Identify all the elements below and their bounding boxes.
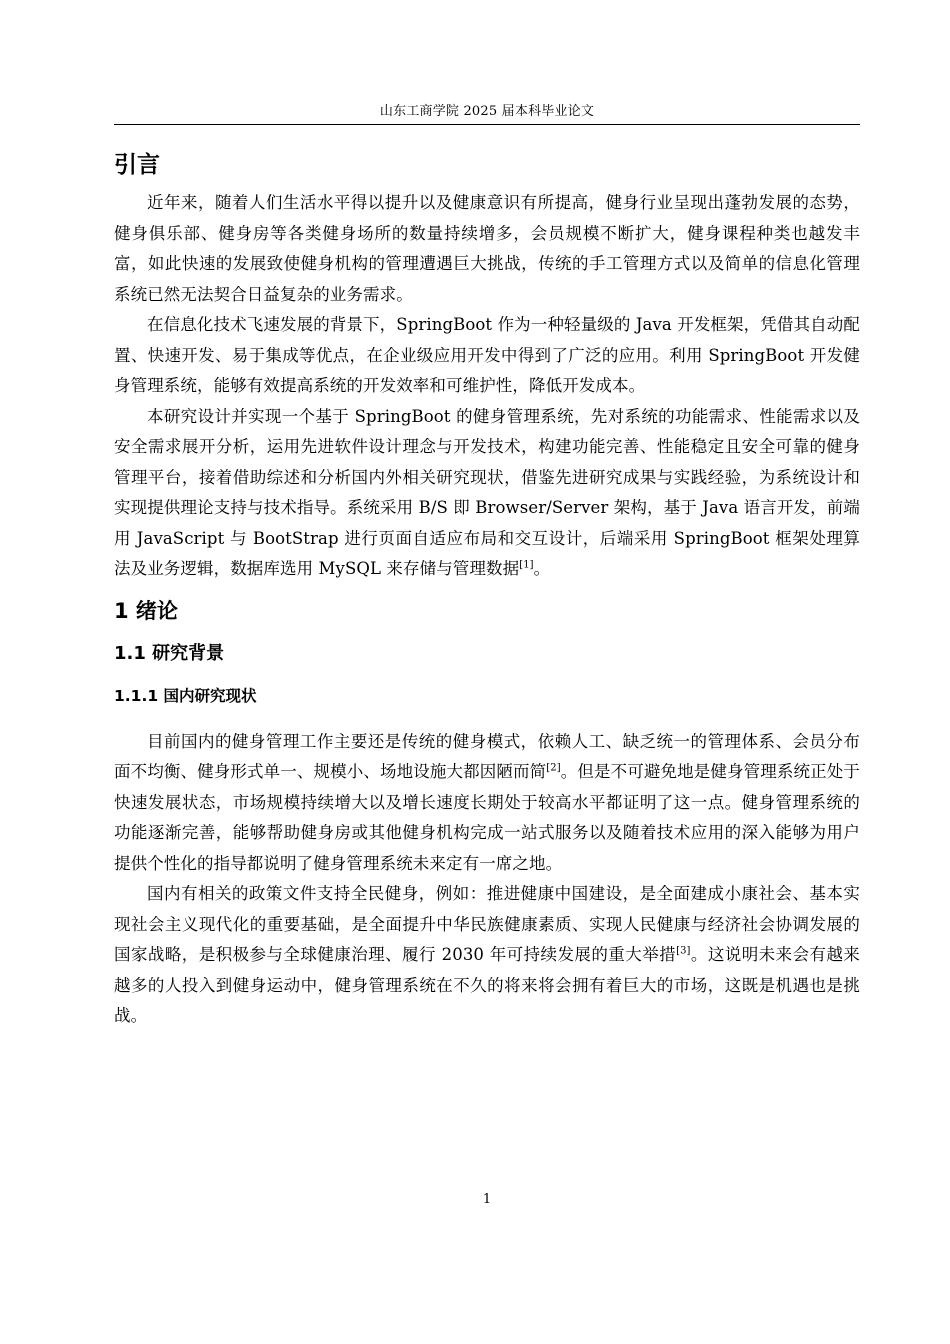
domestic-paragraph-1: [114, 727, 860, 880]
domestic-paragraph-2: [114, 879, 860, 1032]
paragraph-tail: 。: [533, 559, 551, 578]
page-content: [114, 148, 860, 1032]
paragraph-tail: 。但是不可避免地是健身管理系统正处于快速发展状态，市场规模持续增大以及增长速度长期处于较高水平都证明了这一点。健身管理系统的功能逐渐完善，能够帮助健身房或其他健身机构完成一站式服务以及随着技术应用的深入能够为用户提供个性化的指导都说明了健身管理系统未来定有一席之地。: [114, 762, 860, 873]
paragraph-text: 在信息化技术飞速发展的背景下，SpringBoot 作为一种轻量级的 Java 开发框架，凭借其自动配置、快速开发、易于集成等优点，在企业级应用开发中得到了广泛的应用。利用 SpringBoot 开发健身管理系统，能够有效提高系统的开发效率和可维护性，降低开发成本。: [114, 315, 860, 395]
chapter-1-heading: 1 绪论: [114, 598, 178, 623]
paragraph-text: 国内有相关的政策文件支持全民健身，例如：推进健康中国建设，是全面建成小康社会、基本实现社会主义现代化的重要基础，是全面提升中华民族健康素质、实现人民健康与经济社会协调发展的国家战略，是积极参与全球健康治理、履行 2030 年可持续发展的重大举措: [114, 884, 860, 964]
intro-heading: 引言: [114, 152, 160, 178]
intro-paragraph-1: [114, 188, 860, 310]
citation-1: [1]: [519, 559, 534, 571]
paragraph-text: 目前国内的健身管理工作主要还是传统的健身模式，依赖人工、缺乏统一的管理体系、会员分布面不均衡、健身形式单一、规模小、场地设施大都因陋而简: [114, 731, 860, 781]
header-rule: [114, 124, 860, 125]
paragraph-tail: 。这说明未来会有越来越多的人投入到健身运动中，健身管理系统在不久的将来将会拥有着巨大的市场，这既是机遇也是挑战。: [114, 945, 860, 1025]
page-number: 1: [482, 1192, 492, 1207]
paragraph-text: 本研究设计并实现一个基于 SpringBoot 的健身管理系统，先对系统的功能需求、性能需求以及安全需求展开分析，运用先进软件设计理念与开发技术，构建功能完善、性能稳定且安全可靠的健身管理平台，接着借助综述和分析国内外相关研究现状，借鉴先进研究成果与实践经验，为系统设计和实现提供理论支持与技术指导。系统采用 B/S 即 Browser/Server 架构，基于 Java 语言开发，前端用 JavaScript 与 BootStrap 进行页面自适应布局和交互设计，后端采用 SpringBoot 框架处理算法及业务逻辑，数据库选用 MySQL 来存储与管理数据: [114, 406, 860, 578]
citation-3: [3]: [676, 945, 691, 957]
subsection-1-1-1-heading: 1.1.1 国内研究现状: [114, 686, 257, 705]
intro-paragraph-2: [114, 310, 860, 402]
citation-2: [2]: [546, 762, 561, 774]
paragraph-text: 近年来，随着人们生活水平得以提升以及健康意识有所提高，健身行业呈现出蓬勃发展的态势，健身俱乐部、健身房等各类健身场所的数量持续增多，会员规模不断扩大，健身课程种类也越发丰富，如此快速的发展致使健身机构的管理遭遇巨大挑战，传统的手工管理方式以及简单的信息化管理系统已然无法契合日益复杂的业务需求。: [114, 193, 860, 304]
section-1-1-heading: 1.1 研究背景: [114, 642, 225, 664]
intro-paragraph-3: [114, 402, 860, 585]
running-header: 山东工商学院 2025 届本科毕业论文: [379, 104, 595, 119]
